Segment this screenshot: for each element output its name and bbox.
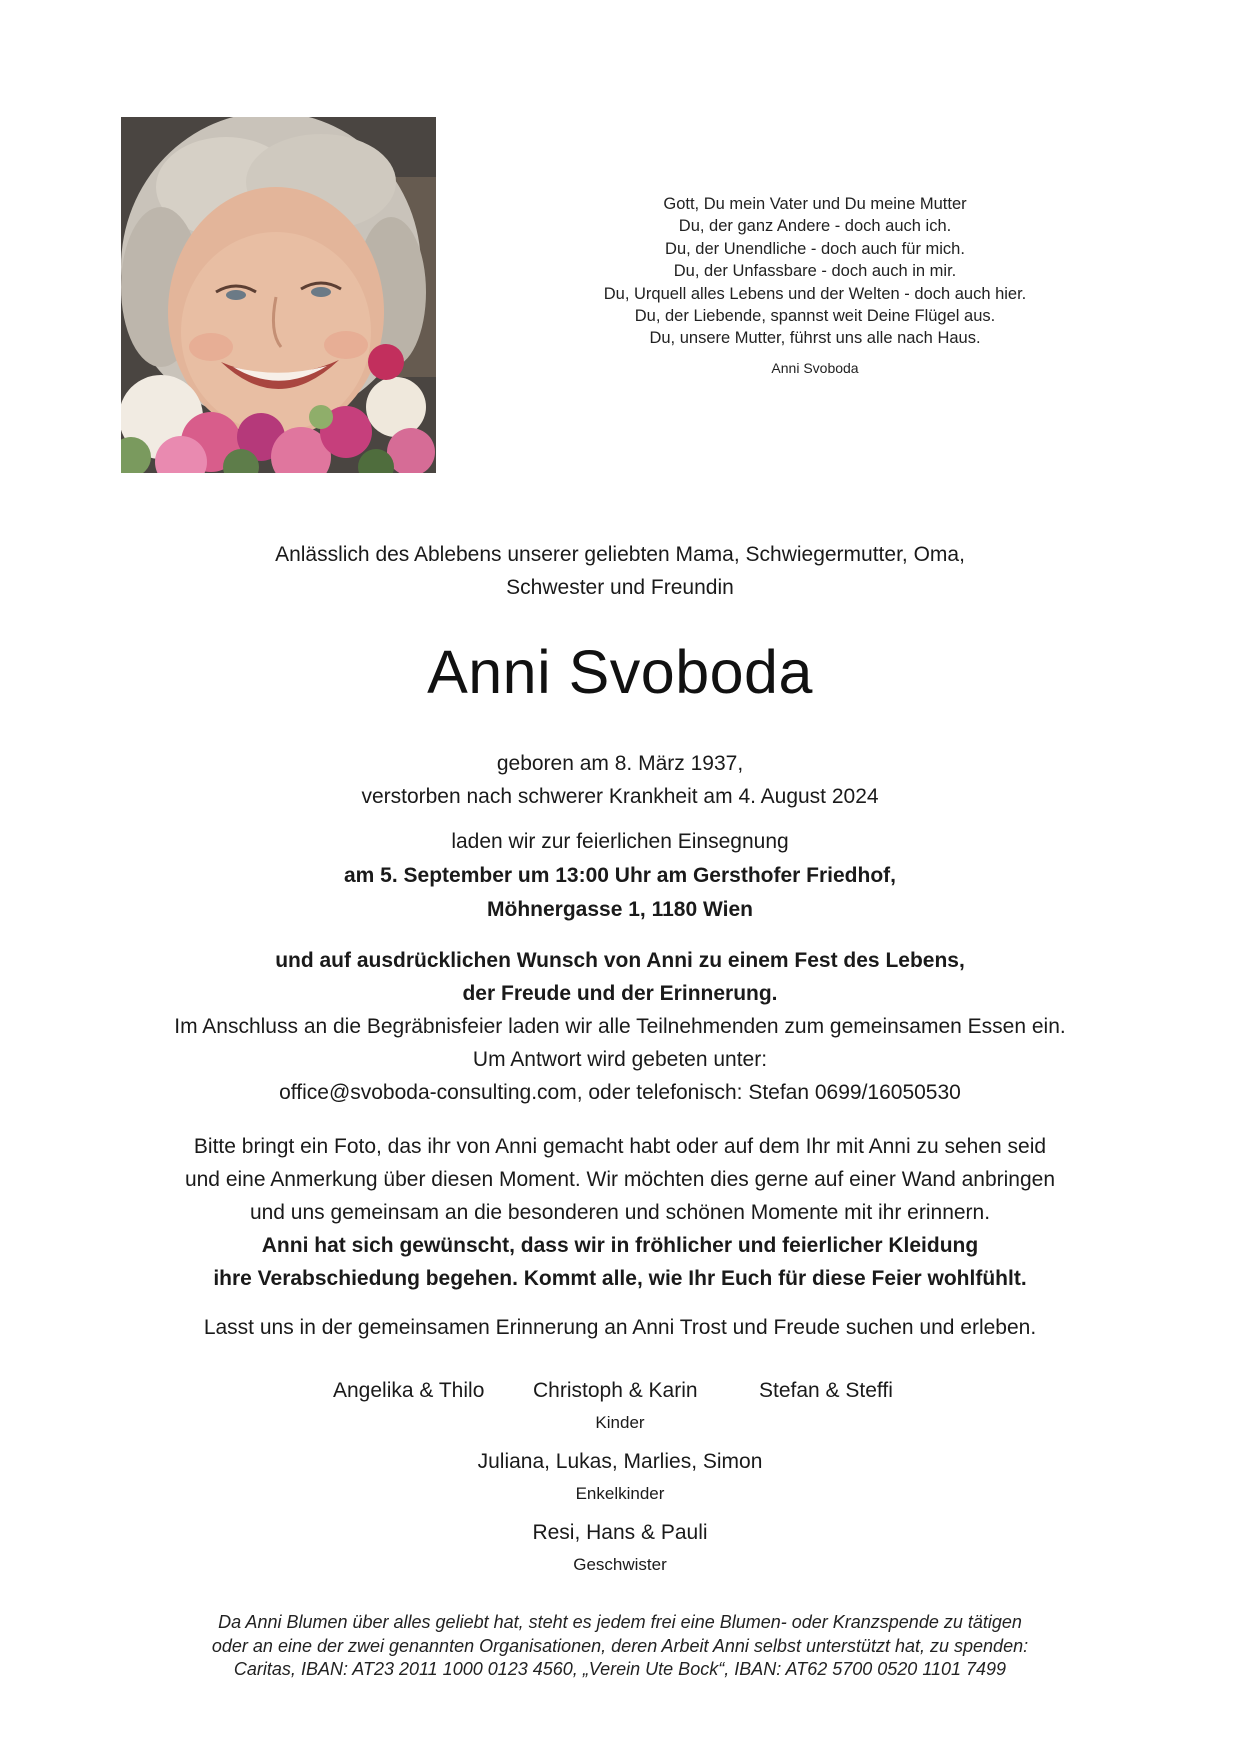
photo-request-line: und uns gemeinsam an die besonderen und schönen Momente mit ihr erinnern. (249, 1201, 991, 1224)
rsvp-contact: office@svoboda-consulting.com, oder telefonisch: Stefan 0699/16050530 (279, 1081, 961, 1104)
poem-line: Du, der Unendliche - doch auch für mich. (665, 239, 965, 258)
intro-text (120, 538, 1120, 604)
wish-line: der Freude und der Erinnerung. (462, 982, 778, 1005)
siblings-names: Resi, Hans & Pauli (532, 1521, 708, 1544)
siblings-label: Geschwister (573, 1555, 667, 1574)
poem-line: Du, der ganz Andere - doch auch ich. (678, 217, 952, 236)
intro-line: Anlässlich des Ablebens unserer geliebten Mama, Schwiegermutter, Oma, (275, 543, 965, 566)
poem-author: Anni Svoboda (771, 359, 859, 376)
invitation-line: laden wir zur feierlichen Einsegnung (451, 830, 789, 853)
meal-invitation: Im Anschluss an die Begräbnisfeier laden wir alle Teilnehmenden zum gemeinsamen Essen ein. (174, 1015, 1066, 1038)
children-names (0, 1379, 1240, 1409)
life-dates (120, 747, 1120, 813)
deceased-name: Anni Svoboda (427, 638, 813, 706)
poem (560, 193, 1070, 379)
photo-request (120, 1130, 1120, 1295)
donation-iban-line: Caritas, IBAN: AT23 2011 1000 0123 4560, „Verein Ute Bock“, IBAN: AT62 5700 0520 1101 7499 (233, 1659, 1007, 1679)
wish-line: und auf ausdrücklichen Wunsch von Anni zu einem Fest des Lebens, (275, 949, 965, 972)
death-date: verstorben nach schwerer Krankheit am 4. August 2024 (361, 785, 879, 808)
dress-code-line: Anni hat sich gewünscht, dass wir in fröhlicher und feierlicher Kleidung (261, 1234, 979, 1257)
donation-note (120, 1611, 1120, 1682)
funeral-address: Möhnergasse 1, 1180 Wien (487, 898, 753, 921)
children-label: Kinder (595, 1413, 645, 1432)
intro-line: Schwester und Freundin (506, 576, 734, 599)
child-name: Angelika & Thilo (333, 1379, 485, 1402)
child-name: Christoph & Karin (533, 1379, 698, 1402)
funeral-invitation (120, 825, 1120, 927)
closing-text: Lasst uns in der gemeinsamen Erinnerung an Anni Trost und Freude suchen und erleben. (203, 1316, 1037, 1339)
donation-line: oder an eine der zwei genannten Organisationen, deren Arbeit Anni selbst unterstützt hat, zu spenden: (211, 1635, 1029, 1656)
poem-line: Du, der Liebende, spannst weit Deine Flügel aus. (634, 307, 996, 326)
funeral-date-time: am 5. September um 13:00 Uhr am Gersthofer Friedhof, (344, 864, 896, 887)
grandchildren-label: Enkelkinder (575, 1484, 665, 1503)
donation-line: Da Anni Blumen über alles geliebt hat, steht es jedem frei eine Blumen- oder Kranzspende zu tätigen (218, 1612, 1022, 1632)
poem-line: Du, der Unfassbare - doch auch in mir. (673, 262, 957, 281)
portrait-photo (121, 117, 436, 473)
poem-line: Du, Urquell alles Lebens und der Welten - doch auch hier. (603, 284, 1027, 303)
poem-line: Gott, Du mein Vater und Du meine Mutter (663, 195, 967, 213)
photo-request-line: und eine Anmerkung über diesen Moment. Wir möchten dies gerne auf einer Wand anbringen (184, 1168, 1056, 1191)
poem-line: Du, unsere Mutter, führst uns alle nach Haus. (649, 329, 981, 348)
birth-date: geboren am 8. März 1937, (496, 752, 744, 775)
rsvp-request: Um Antwort wird gebeten unter: (472, 1048, 768, 1071)
celebration-wish (120, 944, 1120, 1109)
photo-request-line: Bitte bringt ein Foto, das ihr von Anni gemacht habt oder auf dem Ihr mit Anni zu sehen seid (193, 1135, 1047, 1158)
grandchildren-names: Juliana, Lukas, Marlies, Simon (477, 1450, 763, 1473)
child-name: Stefan & Steffi (759, 1379, 893, 1402)
dress-code-line: ihre Verabschiedung begehen. Kommt alle, wie Ihr Euch für diese Feier wohlfühlt. (213, 1267, 1027, 1290)
